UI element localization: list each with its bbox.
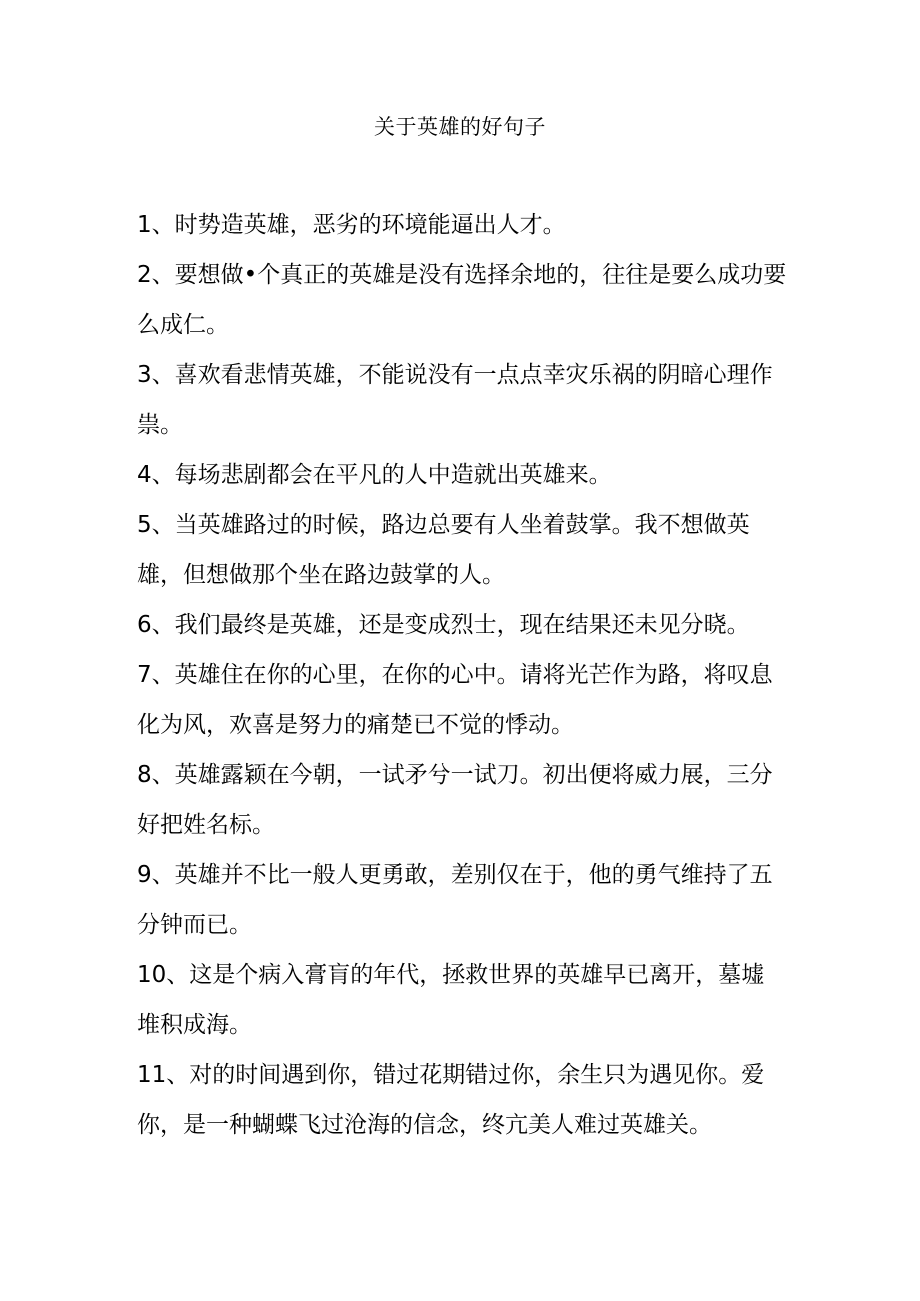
document-title: 关于英雄的好句子 — [374, 115, 546, 139]
quote-item-2: 2、要想做•个真正的英雄是没有选择余地的，往往是要么成功要么成仁。 — [137, 262, 787, 338]
quote-item-10: 10、这是个病入膏肓的年代，拯救世界的英雄早已离开，墓墟堆积成海。 — [137, 962, 765, 1038]
quote-item-4: 4、每场悲剧都会在平凡的人中造就出英雄来。 — [137, 462, 612, 488]
quote-item-6: 6、我们最终是英雄，还是变成烈士，现在结果还未见分晓。 — [137, 612, 750, 638]
quote-item-5: 5、当英雄路过的时候，路边总要有人坐着鼓掌。我不想做英雄，但想做那个坐在路边鼓掌的人。 — [137, 512, 750, 588]
quote-item-7: 7、英雄住在你的心里，在你的心中。请将光芒作为路，将叹息化为风，欢喜是努力的痛楚已不觉的悸动。 — [137, 662, 773, 738]
quote-item-9: 9、英雄并不比一般人更勇敢，差别仅在于，他的勇气维持了五分钟而已。 — [137, 862, 773, 938]
quote-item-1: 1、时势造英雄，恶劣的环境能逼出人才。 — [137, 212, 566, 238]
quote-item-11: 11、对的时间遇到你，错过花期错过你，余生只为遇见你。爱你，是一种蝴蝶飞过沧海的信念，终亢美人难过英雄关。 — [137, 1062, 765, 1138]
quote-list — [137, 200, 787, 1150]
quote-item-3: 3、喜欢看悲情英雄，不能说没有一点点幸灾乐祸的阴暗心理作祟。 — [137, 362, 773, 438]
quote-item-8: 8、英雄露颖在今朝，一试矛兮一试刀。初出便将威力展，三分好把姓名标。 — [137, 762, 773, 838]
